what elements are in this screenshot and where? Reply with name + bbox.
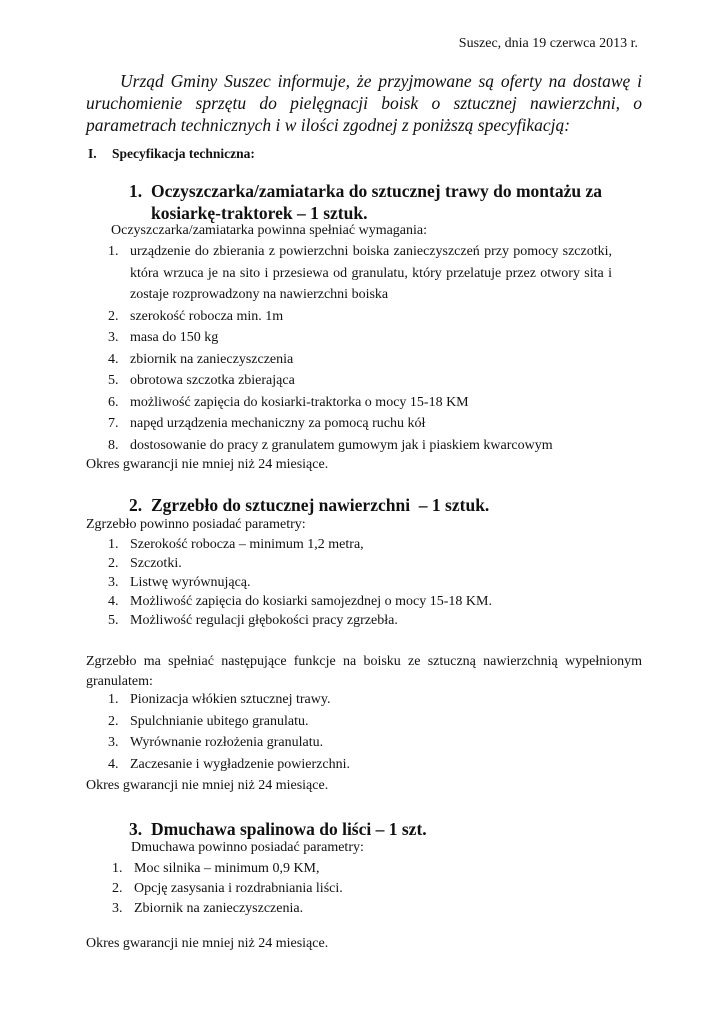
list-item: 7. napęd urządzenia mechaniczny za pomocą ruchu kół — [108, 416, 426, 431]
item3-title: Dmuchawa spalinowa do liści – 1 szt. — [151, 819, 427, 839]
item2-title: Zgrzebło do sztucznej nawierzchni – 1 sztuk. — [151, 495, 490, 515]
list-item: 5. obrotowa szczotka zbierająca — [108, 373, 295, 388]
section-title: Specyfikacja techniczna: — [112, 146, 255, 161]
list-item: 2. Szczotki. — [108, 556, 182, 571]
item2-intro: Zgrzebło powinno posiadać parametry: — [86, 517, 306, 532]
section-number: I. — [88, 146, 97, 161]
item1-title-line1: Oczyszczarka/zamiatarka do sztucznej trawy do montażu za — [151, 181, 603, 201]
item3-heading — [129, 818, 427, 840]
item2-functions-intro: Zgrzebło ma spełniać następujące funkcje na boisku ze sztuczną nawierzchnią wypełnionym granulatem: — [86, 654, 642, 689]
list-item: 3. Wyrównanie rozłożenia granulatu. — [108, 735, 324, 750]
item2-heading — [129, 494, 489, 516]
item1-heading — [129, 180, 642, 224]
list-item: 2. Spulchnianie ubitego granulatu. — [108, 713, 309, 729]
list-item: 2. Opcję zasysania i rozdrabniania liści. — [112, 881, 343, 896]
item2-number: 2. — [129, 495, 143, 515]
list-item: 4. Zaczesanie i wygładzenie powierzchni. — [108, 756, 351, 772]
item3-warranty: Okres gwarancji nie mniej niż 24 miesiące. — [86, 936, 329, 951]
item2-parameters-list — [108, 535, 608, 630]
item3-number: 3. — [129, 819, 143, 839]
list-item: 2. szerokość robocza min. 1m — [108, 308, 284, 324]
intro-paragraph: Urząd Gminy Suszec informuje, że przyjmowane są oferty na dostawę i uruchomienie sprzętu do pielęgnacji boisk o sztucznej nawierzchni, o parametrach technicznych i w ilości zgodnej z poniższą specyfikacją: — [86, 71, 642, 135]
item1-requirements-list — [108, 241, 612, 456]
item1-warranty: Okres gwarancji nie mniej niż 24 miesiące. — [86, 457, 329, 472]
document-date: Suszec, dnia 19 czerwca 2013 r. — [458, 36, 638, 51]
list-item: 3. masa do 150 kg — [108, 330, 219, 345]
item1-title-line2: kosiarkę-traktorek – 1 sztuk. — [151, 203, 368, 223]
list-item: 1. urządzenie do zbierania z powierzchni boiska zanieczyszczeń przy pomocy szczotki, która wrzuca je na sito i przesiewa od granulatu, który przelatuje przez otwory sita i zostaje rozprowadzony na nawierzchni boiska — [108, 244, 612, 302]
item2-warranty: Okres gwarancji nie mniej niż 24 miesiące. — [86, 778, 329, 793]
list-item: 1. Moc silnika – minimum 0,9 KM, — [112, 861, 320, 876]
item3-parameters-list — [86, 859, 586, 919]
list-item: 8. dostosowanie do pracy z granulatem gumowym jak i piaskiem kwarcowym — [108, 437, 553, 453]
section-heading — [88, 146, 255, 162]
list-item: 3. Listwę wyrównującą. — [108, 575, 251, 590]
list-item: 6. możliwość zapięcia do kosiarki-traktorka o mocy 15-18 KM — [108, 394, 469, 410]
list-item: 3. Zbiornik na zanieczyszczenia. — [112, 901, 304, 916]
list-item: 5. Możliwość regulacji głębokości pracy zgrzebła. — [108, 613, 398, 628]
list-item: 4. Możliwość zapięcia do kosiarki samojezdnej o mocy 15-18 KM. — [108, 594, 492, 609]
item3-intro: Dmuchawa powinno posiadać parametry: — [131, 840, 364, 855]
list-item: 1. Szerokość robocza – minimum 1,2 metra, — [108, 537, 364, 552]
item2-functions-list — [108, 689, 608, 775]
list-item: 4. zbiornik na zanieczyszczenia — [108, 351, 294, 367]
item1-number: 1. — [129, 181, 143, 201]
item1-intro: Oczyszczarka/zamiatarka powinna spełniać wymagania: — [111, 223, 428, 238]
list-item: 1. Pionizacja włókien sztucznej trawy. — [108, 692, 331, 707]
